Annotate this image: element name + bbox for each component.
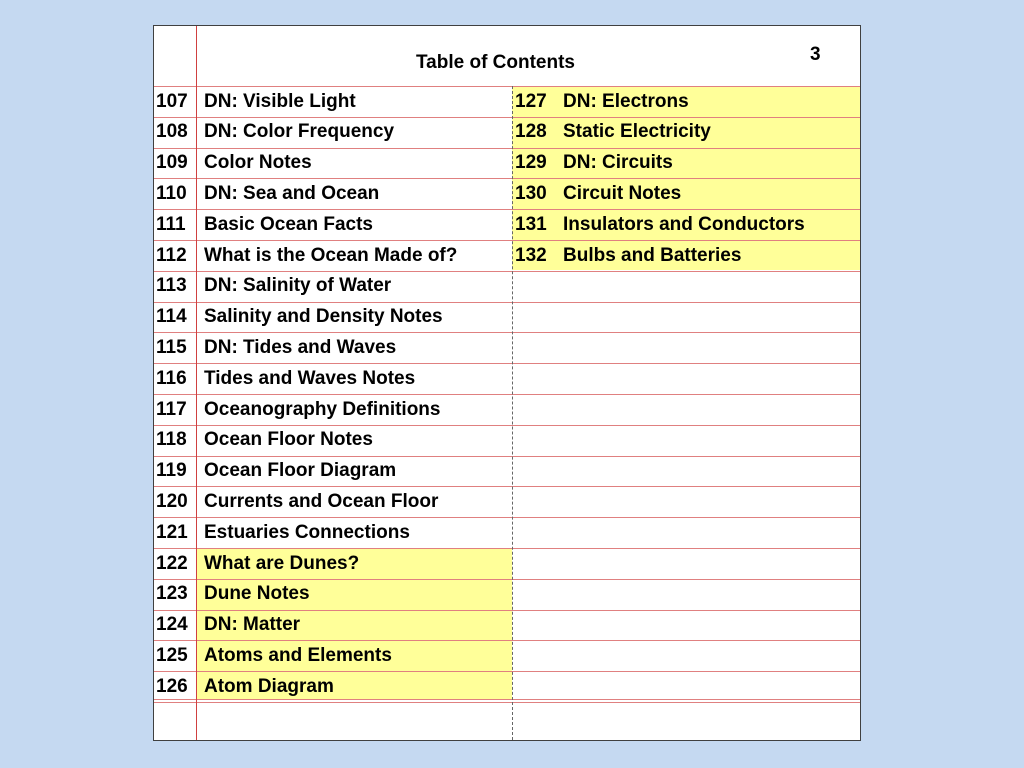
toc-entry	[156, 179, 379, 209]
entry-title: Currents and Ocean Floor	[204, 491, 439, 512]
entry-number: 130	[515, 183, 547, 204]
entry-number: 124	[156, 614, 188, 635]
entry-title: DN: Matter	[204, 614, 301, 635]
toc-entry	[515, 117, 711, 147]
entry-number: 107	[156, 91, 188, 112]
entry-title: DN: Color Frequency	[204, 121, 395, 142]
toc-entry	[515, 241, 741, 271]
toc-entry	[156, 518, 410, 548]
entry-number: 126	[156, 676, 188, 697]
entry-title: Salinity and Density Notes	[204, 306, 443, 327]
toc-entry	[156, 672, 334, 702]
entry-number: 123	[156, 583, 188, 604]
toc-entry	[156, 117, 394, 147]
toc-entry	[156, 579, 310, 609]
entry-number: 118	[156, 429, 187, 450]
entry-number: 132	[515, 245, 547, 266]
column-divider	[512, 86, 513, 740]
toc-entry	[156, 641, 392, 671]
entry-title: Static Electricity	[563, 121, 711, 142]
toc-entry	[156, 425, 373, 455]
entry-number: 113	[156, 275, 187, 296]
entry-title: What is the Ocean Made of?	[204, 245, 458, 266]
toc-entry	[156, 302, 443, 332]
entry-number: 122	[156, 553, 188, 574]
entry-title: Color Notes	[204, 152, 312, 173]
entry-title: DN: Visible Light	[204, 91, 356, 112]
toc-entry	[156, 610, 300, 640]
toc-entry	[156, 487, 438, 517]
rule-line	[154, 702, 860, 703]
entry-number: 108	[156, 121, 188, 142]
entry-title: DN: Circuits	[563, 152, 673, 173]
toc-entry	[156, 148, 312, 178]
entry-number: 120	[156, 491, 188, 512]
entry-title: Ocean Floor Notes	[204, 429, 373, 450]
entry-title: Dune Notes	[204, 583, 310, 604]
toc-entry	[515, 210, 805, 240]
entry-number: 116	[156, 368, 187, 389]
page-number: 3	[810, 44, 821, 65]
entry-number: 127	[515, 91, 547, 112]
entry-number: 117	[156, 399, 187, 420]
entry-number: 112	[156, 245, 187, 266]
entry-number: 128	[515, 121, 547, 142]
entry-title: Atoms and Elements	[204, 645, 392, 666]
toc-entry	[156, 456, 396, 486]
entry-number: 111	[156, 214, 186, 235]
toc-entry	[515, 148, 673, 178]
entry-number: 115	[156, 337, 187, 358]
toc-entry	[156, 87, 356, 117]
entry-title: Circuit Notes	[563, 183, 682, 204]
toc-entry	[156, 549, 359, 579]
toc-entry	[156, 210, 373, 240]
entry-title: Oceanography Definitions	[204, 399, 441, 420]
entry-title: DN: Electrons	[563, 91, 689, 112]
entry-title: Atom Diagram	[204, 676, 334, 697]
entry-number: 121	[156, 522, 188, 543]
entry-number: 125	[156, 645, 188, 666]
toc-entry	[515, 179, 681, 209]
page-title: Table of Contents	[415, 52, 576, 73]
toc-entry	[156, 333, 396, 363]
entry-title: What are Dunes?	[204, 553, 360, 574]
notebook-page	[153, 25, 861, 741]
toc-entry	[156, 395, 440, 425]
entry-number: 109	[156, 152, 188, 173]
entry-title: DN: Sea and Ocean	[204, 183, 380, 204]
entry-title: Insulators and Conductors	[563, 214, 805, 235]
entry-number: 114	[156, 306, 187, 327]
toc-entry	[156, 271, 391, 301]
entry-title: Basic Ocean Facts	[204, 214, 373, 235]
entry-title: Bulbs and Batteries	[563, 245, 742, 266]
entry-number: 119	[156, 460, 187, 481]
entry-title: DN: Salinity of Water	[204, 275, 392, 296]
entry-title: DN: Tides and Waves	[204, 337, 397, 358]
entry-number: 131	[515, 214, 547, 235]
toc-entry	[156, 364, 415, 394]
toc-entry	[515, 87, 689, 117]
entry-title: Ocean Floor Diagram	[204, 460, 397, 481]
entry-title: Tides and Waves Notes	[204, 368, 416, 389]
entry-number: 129	[515, 152, 547, 173]
toc-entry	[156, 241, 457, 271]
entry-number: 110	[156, 183, 187, 204]
entry-title: Estuaries Connections	[204, 522, 410, 543]
